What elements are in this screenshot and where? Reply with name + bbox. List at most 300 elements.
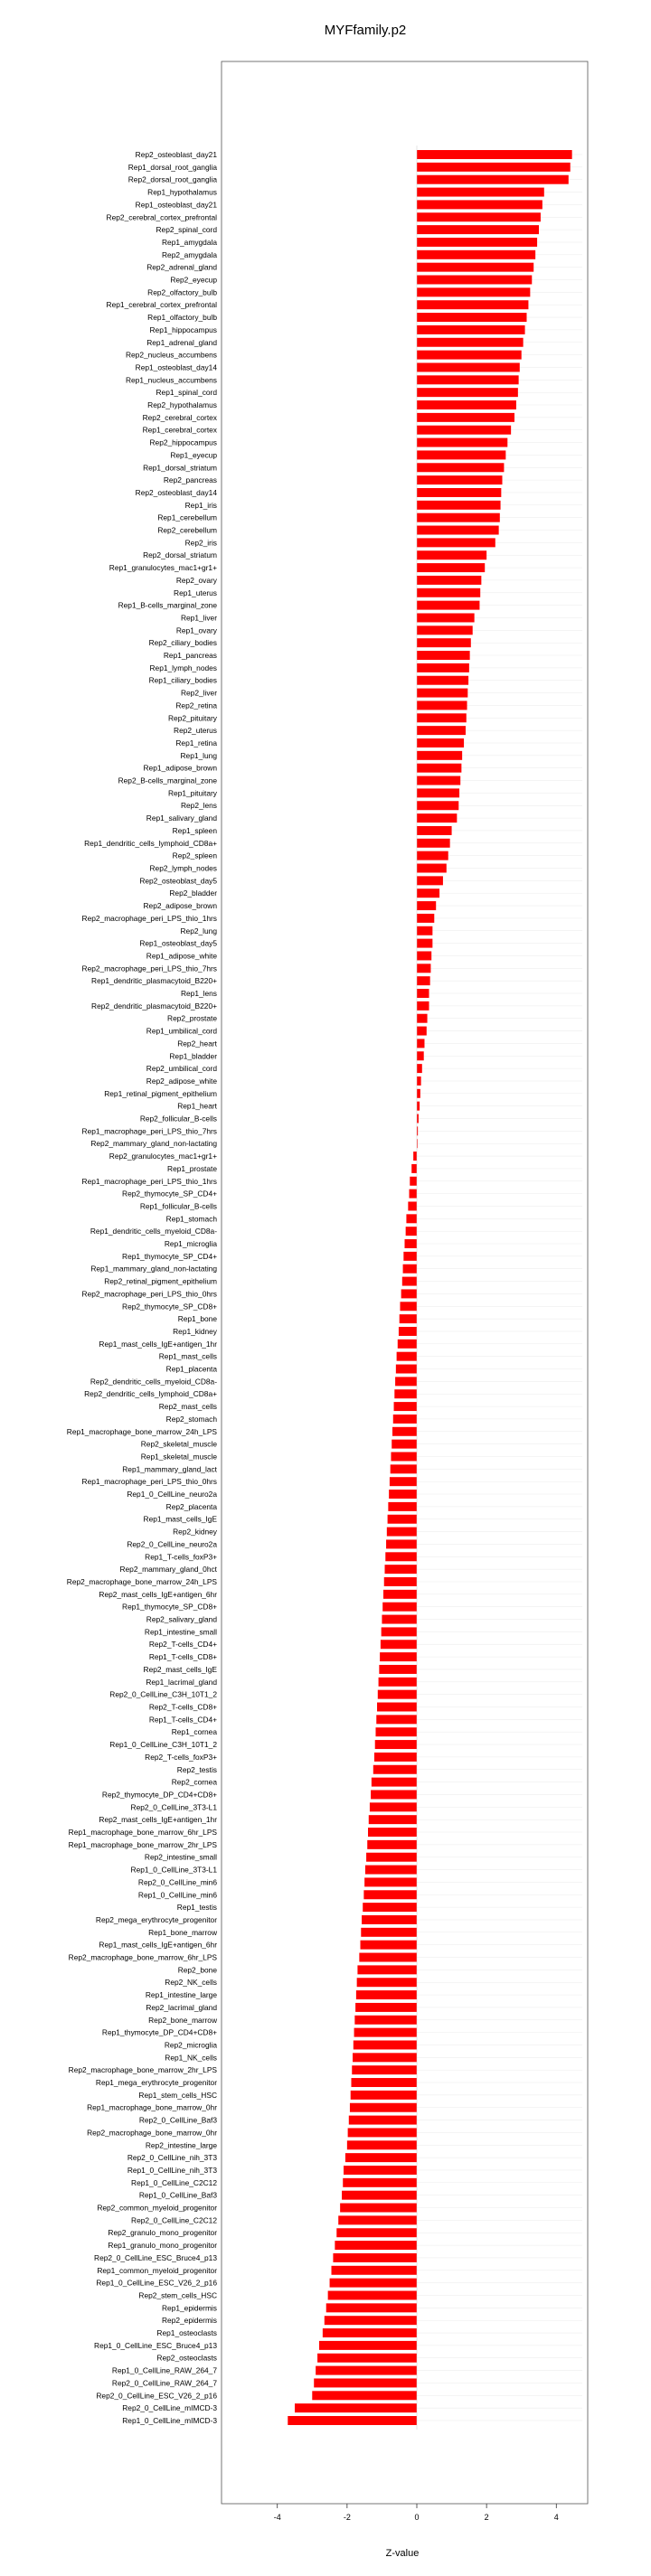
x-tick-label: -4: [273, 2513, 281, 2522]
bar: [417, 300, 528, 309]
bar: [363, 1903, 417, 1912]
category-label: Rep1_placenta: [165, 1364, 217, 1374]
category-label: Rep1_adrenal_gland: [146, 337, 217, 347]
bar: [417, 613, 475, 622]
x-tick-label: 2: [484, 2513, 489, 2522]
bar: [417, 375, 519, 384]
category-label: Rep1_dorsal_root_ganglia: [127, 162, 217, 172]
category-label: Rep2_adipose_white: [146, 1076, 217, 1086]
category-label: Rep2_thymocyte_SP_CD8+: [122, 1302, 217, 1312]
bar: [417, 989, 429, 998]
category-label: Rep2_salivary_gland: [146, 1614, 217, 1624]
category-label: Rep2_hippocampus: [149, 437, 217, 447]
bar: [352, 2065, 417, 2074]
bar: [382, 1615, 417, 1624]
bar: [417, 563, 485, 572]
category-label: Rep1_bone_marrow: [148, 1927, 217, 1937]
bar: [417, 287, 530, 296]
category-label: Rep1_stomach: [165, 1214, 217, 1224]
category-label: Rep2_0_CellLine_neuro2a: [127, 1539, 217, 1549]
category-label: Rep1_0_CellLine_mIMCD-3: [122, 2416, 217, 2425]
bar: [417, 1102, 420, 1111]
bar: [405, 1239, 418, 1248]
bar: [365, 1866, 417, 1875]
bar: [403, 1252, 417, 1261]
bar: [340, 2204, 417, 2213]
bar: [394, 1402, 417, 1411]
category-label: Rep2_umbilical_cord: [146, 1064, 217, 1074]
category-label: Rep1_hippocampus: [149, 324, 217, 334]
category-label: Rep2_stem_cells_HSC: [138, 2290, 217, 2300]
category-label: Rep1_0_CellLine_nih_3T3: [127, 2165, 217, 2175]
x-tick-label: -2: [343, 2513, 351, 2522]
bar: [417, 663, 469, 672]
category-label: Rep1_0_CellLine_Baf3: [138, 2190, 217, 2200]
bar: [417, 1114, 419, 1123]
bar: [391, 1464, 417, 1473]
bar: [378, 1690, 417, 1699]
category-label: Rep1_mast_cells: [158, 1351, 217, 1361]
bar: [361, 1928, 417, 1937]
category-label: Rep2_cerebral_cortex: [142, 412, 217, 422]
category-label: Rep1_bone: [177, 1314, 217, 1324]
category-label: Rep1_microglia: [164, 1239, 217, 1249]
category-label: Rep2_nucleus_accumbens: [125, 350, 217, 360]
category-label: Rep2_mammary_gland_non-lactating: [90, 1139, 217, 1149]
category-label: Rep2_0_CellLine_C3H_10T1_2: [109, 1689, 217, 1699]
category-label: Rep2_bone_marrow: [148, 2015, 217, 2025]
category-label: Rep1_mega_erythrocyte_progenitor: [95, 2078, 217, 2088]
category-label: Rep1_ciliary_bodies: [148, 675, 217, 685]
category-label: Rep2_mast_cells_IgE+antigen_1hr: [99, 1815, 217, 1825]
bar: [417, 576, 481, 585]
bar: [417, 450, 505, 459]
bar: [417, 926, 432, 935]
category-label: Rep2_cerebral_cortex_prefrontal: [106, 212, 217, 222]
bar: [417, 1089, 420, 1098]
category-label: Rep1_macrophage_bone_marrow_6hr_LPS: [68, 1828, 217, 1838]
category-label: Rep1_dorsal_striatum: [143, 463, 217, 473]
bar: [385, 1565, 417, 1574]
bar: [332, 2266, 418, 2275]
category-label: Rep1_stem_cells_HSC: [138, 2090, 217, 2100]
bar: [400, 1302, 417, 1311]
category-label: Rep1_NK_cells: [165, 2053, 217, 2063]
x-tick-label: 4: [553, 2513, 559, 2522]
category-label: Rep2_follicular_B-cells: [139, 1114, 217, 1123]
bar: [342, 2191, 417, 2200]
bar: [401, 1289, 417, 1298]
bar: [417, 400, 516, 409]
category-label: Rep2_iris: [184, 538, 217, 548]
bar: [417, 976, 430, 985]
category-label: Rep1_skeletal_muscle: [140, 1452, 217, 1462]
bar: [417, 888, 439, 898]
bars-group: [288, 146, 582, 2430]
bar: [386, 1539, 417, 1548]
category-label: Rep2_eyecup: [170, 275, 217, 285]
category-label: Rep1_adipose_white: [146, 951, 217, 961]
category-label: Rep2_dorsal_striatum: [143, 550, 217, 560]
category-label: Rep2_macrophage_bone_marrow_2hr_LPS: [68, 2065, 217, 2075]
category-label: Rep2_granulo_mono_progenitor: [108, 2228, 217, 2238]
bar: [317, 2354, 417, 2363]
bar: [417, 150, 572, 159]
category-label: Rep1_thymocyte_DP_CD4+CD8+: [101, 2027, 217, 2037]
bar: [398, 1340, 417, 1349]
category-label: Rep2_hypothalamus: [147, 400, 217, 410]
category-label: Rep1_common_myeloid_progenitor: [97, 2265, 217, 2275]
bar: [417, 951, 431, 960]
category-label: Rep2_mammary_gland_0hct: [119, 1565, 217, 1575]
bar: [394, 1389, 417, 1398]
category-label: Rep1_macrophage_bone_marrow_0hr: [87, 2102, 217, 2112]
category-label: Rep2_granulocytes_mac1+gr1+: [108, 1152, 217, 1161]
bar: [417, 1001, 429, 1011]
category-label: Rep2_macrophage_peri_LPS_thio_7hrs: [81, 964, 217, 973]
category-label: Rep2_skeletal_muscle: [140, 1439, 217, 1449]
category-label: Rep2_osteoclasts: [156, 2353, 217, 2363]
bar: [354, 2016, 417, 2025]
bar: [350, 2103, 417, 2112]
bar: [417, 188, 544, 197]
bar: [417, 676, 468, 685]
category-label: Rep2_T-cells_CD8+: [148, 1702, 217, 1712]
bar: [330, 2279, 417, 2288]
category-label: Rep2_liver: [180, 688, 217, 698]
category-label: Rep1_macrophage_peri_LPS_thio_0hrs: [81, 1477, 217, 1487]
bar: [372, 1778, 417, 1787]
category-label: Rep2_macrophage_bone_marrow_6hr_LPS: [68, 1952, 217, 1962]
category-label: Rep2_osteoblast_day5: [139, 876, 217, 886]
category-label: Rep1_mammary_gland_lact: [122, 1464, 217, 1474]
bar: [375, 1727, 417, 1736]
category-label: Rep2_cerebellum: [157, 525, 217, 535]
bar: [417, 263, 533, 272]
category-label: Rep2_ovary: [175, 575, 217, 585]
bar: [336, 2228, 417, 2237]
category-label: Rep1_0_CellLine_C2C12: [131, 2177, 217, 2187]
category-label: Rep2_intestine_small: [144, 1852, 217, 1862]
category-label: Rep1_intestine_large: [145, 1990, 217, 2000]
bar: [417, 438, 507, 447]
bar: [417, 801, 458, 810]
bar: [366, 1853, 417, 1862]
bar: [417, 175, 569, 184]
category-label: Rep2_B-cells_marginal_zone: [118, 776, 217, 785]
bar: [417, 713, 467, 722]
category-label: Rep2_adipose_brown: [143, 901, 217, 911]
category-labels-group: [67, 150, 218, 2425]
bar: [417, 689, 467, 698]
category-label: Rep2_mega_erythrocyte_progenitor: [95, 1914, 217, 1924]
bar: [417, 776, 460, 785]
bar: [295, 2403, 417, 2412]
bar: [417, 225, 539, 234]
category-label: Rep1_lymph_nodes: [149, 663, 217, 672]
bar: [417, 826, 452, 835]
bar: [417, 651, 470, 660]
bar: [417, 163, 571, 172]
bar: [375, 1740, 417, 1749]
bar: [395, 1377, 417, 1386]
bar: [354, 2028, 417, 2037]
category-label: Rep1_T-cells_CD8+: [148, 1652, 217, 1662]
bar: [288, 2416, 417, 2425]
category-label: Rep1_amygdala: [162, 237, 217, 247]
bar: [316, 2366, 417, 2375]
bar: [319, 2341, 417, 2350]
category-label: Rep1_iris: [184, 500, 217, 510]
bar: [417, 313, 527, 322]
category-label: Rep1_lens: [180, 989, 217, 999]
bar: [417, 250, 535, 259]
category-label: Rep1_follicular_B-cells: [139, 1201, 217, 1211]
category-label: Rep2_cornea: [171, 1777, 217, 1787]
category-label: Rep2_T-cells_foxP3+: [145, 1752, 217, 1762]
category-label: Rep2_olfactory_bulb: [147, 287, 217, 297]
category-label: Rep1_osteoclasts: [156, 2328, 217, 2338]
bar: [417, 338, 524, 347]
bar: [389, 1490, 417, 1499]
bar: [353, 2053, 417, 2062]
bar: [417, 1039, 424, 1048]
category-label: Rep2_amygdala: [162, 249, 217, 259]
category-label: Rep1_spinal_cord: [156, 388, 217, 398]
bar: [417, 238, 537, 247]
bar: [417, 751, 462, 760]
category-label: Rep2_spleen: [172, 851, 217, 860]
bar: [417, 463, 504, 472]
category-label: Rep2_0_CellLine_mIMCD-3: [122, 2403, 217, 2413]
bar: [379, 1665, 417, 1674]
category-label: Rep2_adrenal_gland: [146, 262, 217, 272]
bar: [363, 1890, 417, 1899]
bar: [417, 413, 514, 422]
bar: [417, 276, 532, 285]
bar: [379, 1678, 417, 1687]
category-label: Rep1_ovary: [175, 625, 217, 635]
category-label: Rep2_microglia: [164, 2040, 217, 2050]
category-label: Rep1_spleen: [172, 825, 217, 835]
category-label: Rep1_salivary_gland: [146, 813, 217, 823]
bar: [417, 212, 541, 221]
category-label: Rep1_mast_cells_IgE: [143, 1514, 217, 1524]
category-label: Rep1_pancreas: [163, 651, 217, 661]
bar: [417, 864, 447, 873]
bar: [417, 538, 495, 547]
category-label: Rep1_0_CellLine_min6: [137, 1890, 217, 1900]
category-label: Rep1_retinal_pigment_epithelium: [104, 1088, 217, 1098]
category-label: Rep1_thymocyte_SP_CD8+: [122, 1602, 217, 1612]
bar: [344, 2166, 417, 2175]
category-label: Rep2_0_CellLine_RAW_264_7: [111, 2378, 217, 2388]
bar: [417, 939, 432, 948]
bar: [347, 2140, 417, 2149]
bar: [417, 813, 457, 823]
bar: [351, 2091, 417, 2100]
category-label: Rep2_prostate: [167, 1013, 217, 1023]
chart-title: MYFfamily.p2: [324, 23, 407, 38]
category-label: Rep2_0_CellLine_ESC_V26_2_p16: [96, 2391, 217, 2401]
category-label: Rep1_pituitary: [167, 788, 217, 798]
category-label: Rep1_osteoblast_day21: [135, 200, 217, 210]
category-label: Rep2_0_CellLine_Baf3: [138, 2115, 217, 2125]
bar: [417, 388, 518, 397]
bar: [417, 501, 501, 510]
category-label: Rep1_thymocyte_SP_CD4+: [122, 1251, 217, 1261]
category-label: Rep1_adipose_brown: [143, 763, 217, 773]
category-label: Rep2_kidney: [173, 1527, 217, 1537]
bar: [376, 1715, 417, 1724]
category-label: Rep1_mast_cells_IgE+antigen_6hr: [99, 1940, 217, 1950]
bar: [370, 1802, 417, 1811]
bar: [417, 325, 525, 334]
bar: [374, 1753, 417, 1762]
category-label: Rep1_umbilical_cord: [146, 1026, 217, 1036]
bar: [417, 851, 448, 860]
bar: [417, 1014, 428, 1023]
bar: [388, 1502, 417, 1511]
category-label: Rep2_bladder: [169, 888, 217, 898]
bar: [417, 764, 461, 773]
category-label: Rep1_macrophage_peri_LPS_thio_7hrs: [81, 1126, 217, 1136]
bar: [361, 1941, 417, 1950]
category-label: Rep1_granulocytes_mac1+gr1+: [108, 563, 217, 573]
bar: [417, 1051, 424, 1060]
bar: [406, 1214, 417, 1223]
category-label: Rep2_lacrimal_gland: [146, 2002, 217, 2012]
bar: [323, 2328, 417, 2337]
bar: [335, 2241, 417, 2250]
category-label: Rep1_T-cells_CD4+: [148, 1715, 217, 1725]
bar: [417, 1064, 422, 1073]
bar: [343, 2178, 417, 2187]
bar: [417, 1027, 427, 1036]
bar: [408, 1201, 417, 1210]
bar: [417, 475, 503, 484]
bar: [406, 1227, 417, 1236]
x-axis-label: Z-value: [385, 2548, 420, 2559]
category-label: Rep1_macrophage_bone_marrow_2hr_LPS: [68, 1839, 217, 1849]
category-label: Rep2_thymocyte_SP_CD4+: [122, 1189, 217, 1199]
bar: [349, 2116, 417, 2125]
category-label: Rep1_retina: [175, 738, 217, 747]
category-label: Rep2_dendritic_cells_lymphoid_CD8a+: [84, 1389, 217, 1399]
category-label: Rep2_lung: [180, 926, 217, 935]
category-label: Rep2_retinal_pigment_epithelium: [104, 1276, 217, 1286]
bar: [411, 1164, 417, 1173]
x-tick-label: 0: [414, 2513, 420, 2522]
bar: [417, 964, 430, 973]
bar: [338, 2215, 417, 2224]
category-label: Rep2_dendritic_cells_myeloid_CD8a-: [90, 1377, 217, 1387]
category-label: Rep1_0_CellLine_3T3-L1: [130, 1865, 217, 1875]
category-label: Rep2_0_CellLine_ESC_Bruce4_p13: [94, 2252, 217, 2262]
bar: [417, 362, 520, 371]
bar: [377, 1703, 417, 1712]
bar: [391, 1452, 417, 1461]
bar: [373, 1765, 417, 1774]
bar: [312, 2391, 417, 2400]
bar: [400, 1314, 417, 1323]
bar: [410, 1189, 417, 1199]
bar: [388, 1515, 417, 1524]
x-axis: [274, 2504, 559, 2522]
bar: [384, 1577, 417, 1586]
category-label: Rep1_bladder: [169, 1051, 217, 1061]
category-label: Rep2_retina: [175, 700, 217, 710]
bar: [351, 2078, 417, 2087]
category-label: Rep1_mammary_gland_non-lactating: [90, 1264, 217, 1274]
category-label: Rep1_heart: [177, 1101, 217, 1111]
category-label: Rep1_lacrimal_gland: [146, 1677, 217, 1687]
bar: [417, 738, 464, 747]
bar: [417, 876, 443, 885]
category-label: Rep2_0_CellLine_3T3-L1: [130, 1802, 217, 1812]
bar: [396, 1365, 417, 1374]
bar: [413, 1152, 417, 1161]
category-label: Rep1_macrophage_bone_marrow_24h_LPS: [66, 1426, 217, 1436]
category-label: Rep2_epidermis: [162, 2316, 217, 2326]
category-label: Rep1_lung: [180, 750, 217, 760]
category-label: Rep2_bone: [177, 1965, 217, 1975]
category-label: Rep2_mast_cells_IgE: [143, 1664, 217, 1674]
bar: [417, 588, 480, 597]
bar: [417, 638, 471, 647]
bar: [369, 1815, 417, 1824]
bar: [417, 601, 479, 610]
bar: [382, 1627, 417, 1636]
bar: [417, 901, 436, 910]
bar: [417, 526, 499, 535]
category-label: Rep2_heart: [177, 1039, 217, 1048]
category-label: Rep2_macrophage_peri_LPS_thio_0hrs: [81, 1289, 217, 1299]
bar: [387, 1528, 417, 1537]
bar: [325, 2316, 417, 2325]
category-label: Rep1_0_CellLine_C3H_10T1_2: [109, 1740, 217, 1750]
category-label: Rep2_thymocyte_DP_CD4+CD8+: [101, 1790, 217, 1800]
bar: [399, 1327, 417, 1336]
bar: [326, 2303, 417, 2312]
category-label: Rep2_spinal_cord: [156, 225, 217, 235]
bar: [357, 1965, 417, 1974]
bar: [385, 1552, 417, 1561]
category-label: Rep1_prostate: [167, 1163, 217, 1173]
bar: [417, 914, 434, 923]
category-label: Rep1_0_CellLine_ESC_Bruce4_p13: [94, 2340, 217, 2350]
bar: [314, 2378, 417, 2387]
bar: [417, 426, 511, 435]
bar: [354, 2040, 417, 2049]
category-label: Rep2_T-cells_CD4+: [148, 1640, 217, 1650]
category-label: Rep2_common_myeloid_progenitor: [97, 2203, 217, 2213]
bar: [368, 1828, 417, 1837]
bar: [402, 1277, 417, 1286]
category-label: Rep1_0_CellLine_RAW_264_7: [111, 2365, 217, 2375]
category-label: Rep2_mast_cells: [158, 1402, 217, 1412]
category-label: Rep1_olfactory_bulb: [147, 313, 217, 323]
bar: [417, 839, 450, 848]
bar: [417, 788, 459, 797]
bar: [417, 513, 500, 522]
category-label: Rep1_T-cells_foxP3+: [145, 1552, 217, 1562]
category-label: Rep1_cerebellum: [157, 512, 217, 522]
bar: [392, 1440, 417, 1449]
category-label: Rep2_0_CellLine_min6: [137, 1877, 217, 1887]
bar: [392, 1427, 417, 1436]
category-label: Rep2_pituitary: [167, 713, 217, 723]
